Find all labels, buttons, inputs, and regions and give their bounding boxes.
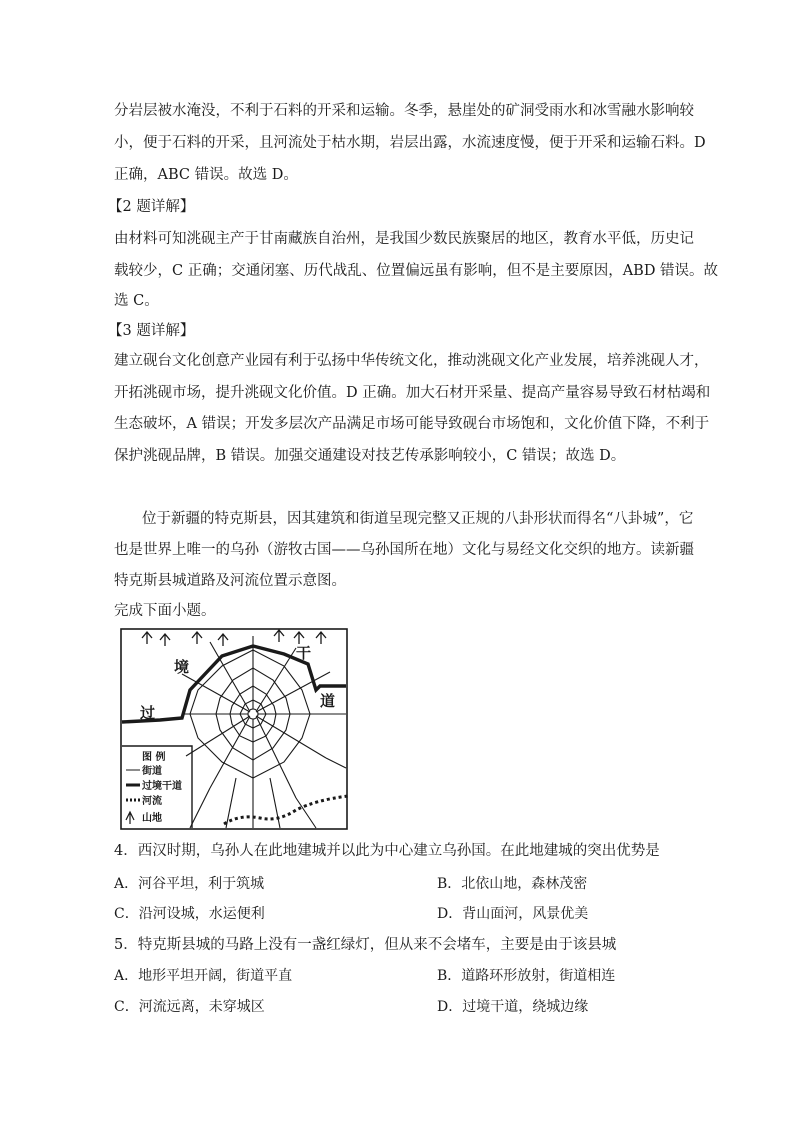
passage-line-3: 特克斯县城道路及河流位置示意图。 xyxy=(114,573,346,589)
question-4-stem: 4．西汉时期，乌孙人在此地建城并以此为中心建立乌孙国。在此地建城的突出优势是 xyxy=(114,843,660,859)
map-label-gan: 干 xyxy=(296,644,312,662)
map-label-dao: 道 xyxy=(320,692,336,710)
explanation-3-line-2: 开拓洮砚市场，提升洮砚文化价值。D 正确。加大石材开采量、提高产量容易导致石材枯竭和 xyxy=(114,385,711,401)
explanation-3-line-4: 保护洮砚品牌，B 错误。加强交通建设对技艺传承影响较小，C 错误；故选 D。 xyxy=(114,448,626,464)
explanation-2-line-2: 载较少，C 正确；交通闭塞、历代战乱、位置偏远虽有影响，但不是主要原因，ABD 错误。故 xyxy=(114,263,719,279)
question-2-header: 【2 题详解】 xyxy=(108,199,195,215)
passage-line-2: 也是世界上唯一的乌孙（游牧古国——乌孙国所在地）文化与易经文化交织的地方。读新疆 xyxy=(114,542,694,558)
map-svg xyxy=(120,628,348,830)
question-4-option-c[interactable]: C．沿河设城，水运便利 xyxy=(114,906,265,922)
legend-item-mountain: 山地 xyxy=(142,813,162,824)
question-4-option-b[interactable]: B．北依山地，森林茂密 xyxy=(437,876,588,892)
streets xyxy=(182,636,346,828)
passage-line-1: 位于新疆的特克斯县，因其建筑和街道呈现完整又正规的八卦形状而得名“八卦城”，它 xyxy=(142,511,694,527)
question-5-option-a[interactable]: A．地形平坦开阔，街道平直 xyxy=(114,968,293,984)
legend-mountain-sample xyxy=(126,812,134,824)
instruction: 完成下面小题。 xyxy=(114,603,216,619)
question-5-option-b[interactable]: B．道路环形放射，街道相连 xyxy=(437,968,616,984)
question-4-option-d[interactable]: D．背山面河，风景优美 xyxy=(437,906,589,922)
question-4-option-a[interactable]: A．河谷平坦，利于筑城 xyxy=(114,876,265,892)
explanation-1-line-3: 正确，ABC 错误。故选 D。 xyxy=(114,167,298,183)
legend-item-street: 街道 xyxy=(142,766,162,777)
explanation-3-line-3: 生态破坏，A 错误；开发多层次产品满足市场可能导致砚台市场饱和，文化价值下降，不利于 xyxy=(114,416,710,432)
question-5-option-d[interactable]: D．过境干道，绕城边缘 xyxy=(437,999,589,1015)
explanation-1-line-2: 小，便于石料的开采，且河流处于枯水期，岩层出露，水流速度慢，便于开采和运输石料。D xyxy=(114,135,706,151)
question-3-header: 【3 题详解】 xyxy=(108,323,195,339)
explanation-1-line-1: 分岩层被水淹没，不利于石料的开采和运输。冬季，悬崖处的矿洞受雨水和冰雪融水影响较 xyxy=(114,103,694,119)
explanation-2-line-1: 由材料可知洮砚主产于甘南藏族自治州，是我国少数民族聚居的地区，教育水平低，历史记 xyxy=(114,231,694,247)
map-label-guo: 过 xyxy=(140,704,156,722)
map-label-jing: 境 xyxy=(174,658,190,676)
town-road-map xyxy=(120,628,348,830)
river xyxy=(224,796,348,824)
explanation-2-line-3: 选 C。 xyxy=(114,293,159,309)
legend-title: 图 例 xyxy=(142,752,166,763)
question-5-option-c[interactable]: C．河流远离，未穿城区 xyxy=(114,999,265,1015)
question-5-stem: 5．特克斯县城的马路上没有一盏红绿灯，但从来不会堵车，主要是由于该县城 xyxy=(114,937,617,953)
explanation-3-line-1: 建立砚台文化创意产业园有利于弘扬中华传统文化，推动洮砚文化产业发展，培养洮砚人才， xyxy=(114,353,709,369)
legend-item-river: 河流 xyxy=(142,796,162,807)
legend-item-road: 过境干道 xyxy=(142,781,182,792)
